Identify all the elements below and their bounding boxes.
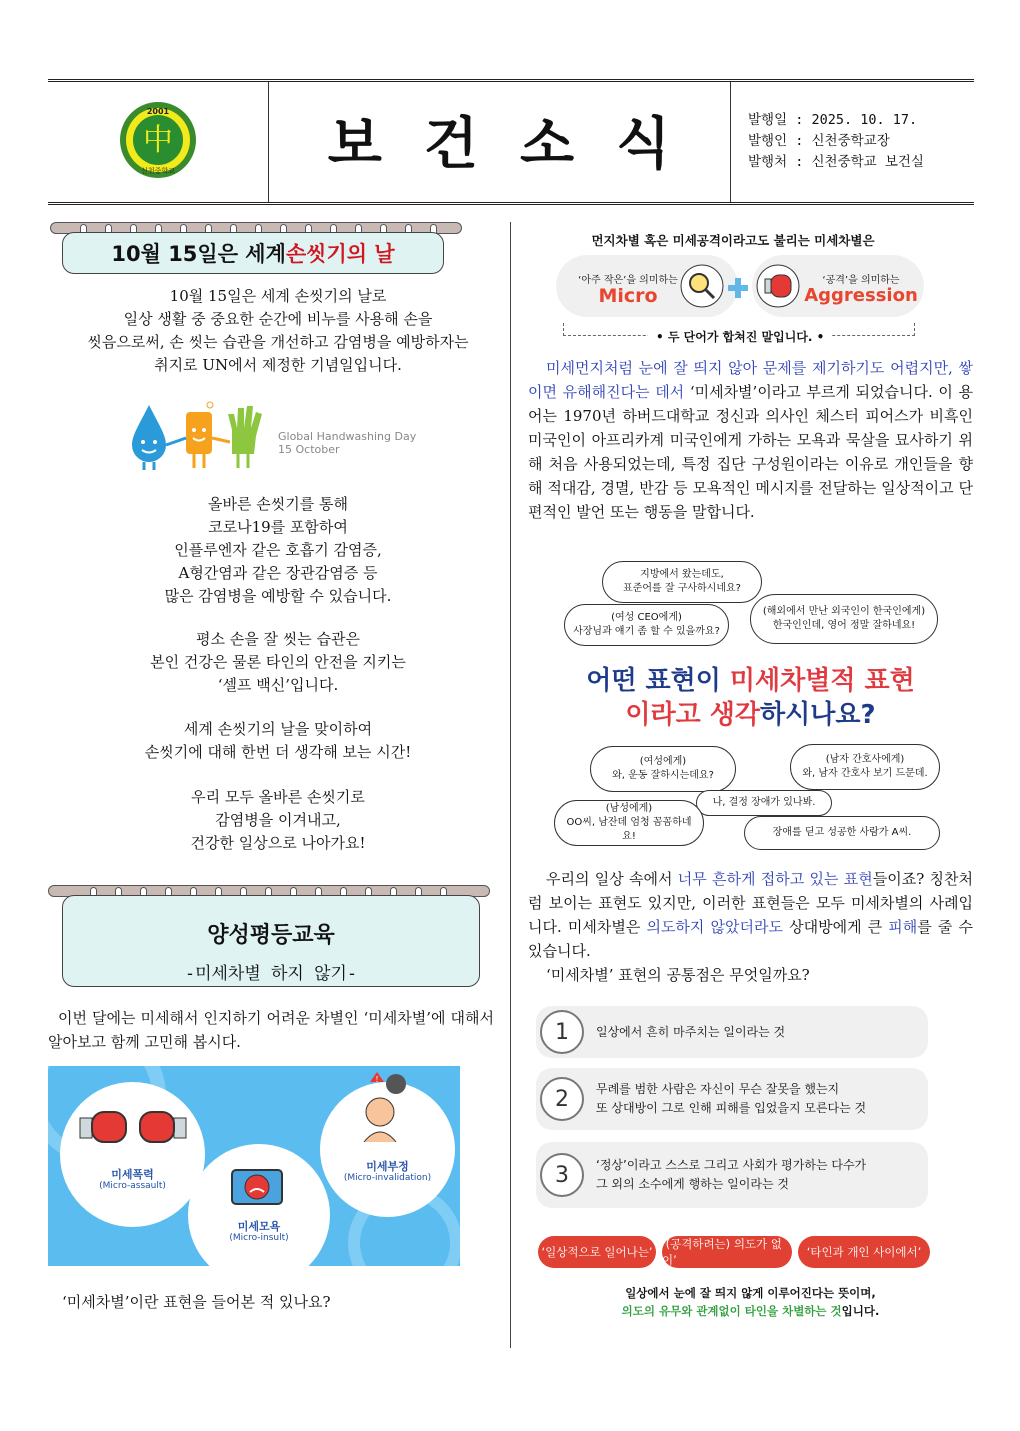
micro-invalidation-en: (Micro-invalidation) (343, 1173, 432, 1183)
publish-date: 발행일 : 2025. 10. 17. (748, 112, 918, 128)
speech-bubble: (남성에게) OO씨, 남잔데 엄청 꼼꼼하네요! (554, 800, 704, 846)
speech-bubble: 나, 결정 장애가 있나봐. (696, 790, 832, 816)
point-3: 3 ‘정상’이라고 스스로 그리고 사회가 평가하는 다수가 그 외의 소수에게 행하는 일이라는 것 (536, 1142, 928, 1208)
final-summary: 일상에서 눈에 잘 띄지 않게 이루어진다는 뜻이며, 의도의 유무와 관계없이 타인을 차별하는 것입니다. (621, 1286, 880, 1318)
micro-assault-circle (60, 1082, 205, 1227)
micro-types-graphic (48, 1066, 460, 1266)
speech-bubble: (여성 CEO에게) 사장님과 얘기 좀 할 수 있을까요? (564, 604, 729, 646)
issuer: 발행처 : 신천중학교 보건실 (748, 154, 924, 170)
micro-term-box: ‘아주 작은’을 의미하는 Micro (556, 255, 738, 317)
handwashing-day-logo (124, 400, 274, 470)
commonality-question: ‘미세차별’ 표현의 공통점은 무엇일까요? (546, 966, 810, 984)
speech-bubble: (남자 간호사에게) 와, 남자 간호사 보기 드문데. (790, 744, 940, 790)
publisher: 발행인 : 신천중학교장 (748, 133, 890, 149)
handwash-intro: 10월 15일은 세계 손씻기의 날로 일상 생활 중 중요한 순간에 비누를 사용해 손을 씻음으로써, 손 씻는 습관을 개선하고 감염병을 예방하자는 취지로 UN에서 제정한 기념일입니다. (87, 287, 469, 374)
equality-title: 양성평등교육 (207, 923, 335, 948)
boxing-gloves-icon (78, 1106, 188, 1146)
speech-bubble: (해외에서 만난 외국인이 한국인에게) 한국인인데, 영어 정말 잘하네요! (750, 594, 938, 644)
speech-bubble: 장애를 딛고 성공한 사람가 A씨. (744, 816, 940, 850)
point-2: 2 무례를 범한 사람은 자신이 무슨 잘못을 했는지 또 상대방이 그로 인해 피해를 입었을지 모른다는 것 (536, 1068, 928, 1130)
example-bubbles-bottom (550, 740, 946, 860)
svg-text:2001: 2001 (146, 107, 170, 116)
micro-invalidation-label: 미세부정 (366, 1160, 409, 1173)
micro-insult-en: (Micro-insult) (229, 1233, 289, 1243)
microaggression-question: ‘미세차별’이란 표현을 들어본 적 있나요? (62, 1293, 331, 1311)
summary-pill: ‘(공격하려는) 의도가 없이’ (662, 1236, 792, 1268)
speech-bubble: 지방에서 왔는데도, 표준어를 잘 구사하시네요? (602, 561, 762, 603)
newsletter-title: 보건소식 (327, 112, 713, 177)
equality-intro: 이번 달에는 미세해서 인지하기 어려운 차별인 ‘미세차별’에 대해서 알아보고 함께 고민해 봅시다. (48, 1009, 494, 1051)
number-badge: 3 (540, 1153, 584, 1197)
handwash-benefits: 올바른 손씻기를 통해 코로나19를 포함하여 인플루엔자 같은 호흡기 감염증, A형간염과 같은 장관감염증 등 많은 감염병을 예방할 수 있습니다. (164, 495, 392, 605)
svg-text:!: ! (375, 1075, 379, 1084)
micro-insult-label: 미세모욕 (237, 1220, 281, 1233)
common-expressions-paragraph: 우리의 일상 속에서 너무 흔하게 접하고 있는 표현들이죠? 칭찬처럼 보이는 표현도 있지만, 이러한 표현들은 모두 미세차별의 사례입니다. 미세차별은 의도하지 않았더라도 상대방에게 큰 피해를 줄 수 있습니다. (528, 870, 973, 960)
speech-bubble: (여성에게) 와, 운동 잘하시는데요? (590, 746, 736, 792)
handwash-day-text: 세계 손씻기의 날을 맞이하여 손씻기에 대해 한번 더 생각해 보는 시간! (144, 720, 412, 761)
self-vaccine-text: 평소 손을 잘 씻는 습관은 본인 건강은 물론 타인의 안전을 지키는 ‘셀프 백신’입니다. (150, 630, 406, 694)
angry-speech-icon (228, 1162, 288, 1212)
handwashing-logo-text: Global Handwashing Day 15 October (278, 430, 417, 456)
magnifier-icon (680, 264, 724, 308)
aggression-term-box: ‘공격’을 의미하는 Aggression (752, 255, 924, 317)
definition-heading: 먼지차별 혹은 미세공격이라고도 불리는 미세차별은 (591, 233, 875, 248)
equality-subtitle: -미세차별 하지 않기- (184, 964, 358, 984)
aggression-word: Aggression (804, 285, 918, 306)
column-divider (510, 222, 511, 1348)
plus-icon (726, 276, 750, 300)
micro-invalidation-circle (320, 1075, 455, 1217)
micro-word: Micro (598, 285, 658, 307)
closing-text: 우리 모두 올바른 손씻기로 감염병을 이겨내고, 건강한 일상으로 나아가요! (190, 788, 366, 852)
micro-assault-en: (Micro-assault) (99, 1181, 166, 1191)
boxing-glove-icon (756, 264, 800, 308)
number-badge: 1 (540, 1010, 584, 1054)
banner-highlight: 손씻기의 날 (285, 242, 395, 266)
micro-assault-label: 미세폭력 (111, 1168, 154, 1181)
number-badge: 2 (540, 1077, 584, 1121)
example-bubbles-top (552, 556, 948, 656)
banner-text: 10월 15일은 세계 (111, 242, 286, 266)
combined-words-text: • 두 단어가 합쳐진 말입니다. • (648, 328, 832, 345)
summary-pill: ‘타인과 개인 사이에서’ (798, 1236, 930, 1268)
svg-text:中: 中 (143, 123, 173, 158)
svg-text:신천중학교: 신천중학교 (141, 167, 175, 175)
definition-paragraph: 미세먼지처럼 눈에 잘 띄지 않아 문제를 제기하기도 어렵지만, 쌓이면 유해해진다는 데서 ‘미세차별’이라고 부르게 되었습니다. 이 용어는 1970년 하버드대학교 정신과 의사인 체스터 피어스가 비흑인 미국인이 아프리카계 미국인에게 가하는 모욕과 묵살을 묘사하기 위해 처음 사용되었는데, 특정 집단 구성원이라는 이유로 개인들을 향해 적대감, 경멸, 반감 등 모욕적인 메시지를 전달하는 일상적이고 단편적인 발언 또는 행동을 말합니다. (528, 359, 974, 521)
point-1: 1 일상에서 흔히 마주치는 일이라는 것 (536, 1006, 928, 1058)
expression-question: 어떤 표현이 미세차별적 표현 이라고 생각하시나요? (586, 666, 915, 730)
confused-person-icon (350, 1072, 420, 1142)
publication-info (748, 110, 924, 173)
equality-banner (62, 895, 480, 987)
micro-insult-circle (188, 1144, 330, 1266)
school-logo (118, 100, 198, 180)
handwash-banner (62, 232, 444, 274)
summary-pill: ‘일상적으로 일어나는’ (538, 1236, 656, 1268)
